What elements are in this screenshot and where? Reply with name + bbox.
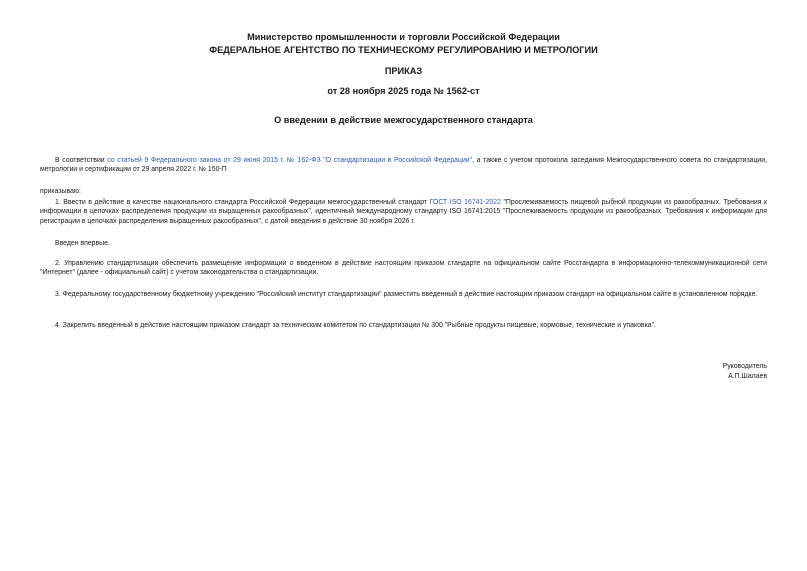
preamble-paragraph	[40, 156, 767, 175]
item-3-paragraph: 3. Федеральному государственному бюджетному учреждению "Российский институт стандартизации" разместить введенный в действие настоящим приказом стандарт на официальном сайте в установленном порядке.	[55, 291, 758, 298]
item-1-text-end: "Прослеживаемость пищевой рыбной продукции из ракообразных. Требования к информации в цепочках распределения продукции из выращенных ракообразных", идентичный международному стандарту ISO 16741:2015 "Прослеживаемость продукции из ракообразных. Требования к информации для регистрации в цепочках распределения выращенных ракообразных", с датой введения в действие 30 ноября 2026 г.	[40, 199, 767, 225]
preamble-text-end: , а также с учетом протокола заседания Межгосударственного совета по стандартизации, метрологии и сертификации от 29 апреля 2022 г. № 150-П	[40, 157, 768, 174]
item-1-paragraph	[40, 198, 767, 226]
signatory-name: А.П.Шалаев	[728, 373, 767, 380]
first-introduced-note: Введен впервые.	[55, 240, 110, 247]
item-2-paragraph: 2. Управлению стандартизации обеспечить размещение информации о введенном в действие настоящим приказом стандарте на официальном сайте Росстандарта в информационно-телекоммуникационной сети "Интернет" (далее - официальный сайт) с учетом законодательства о стандартизации.	[40, 260, 767, 277]
signatory-title: Руководитель	[722, 363, 767, 370]
document-date-number: от 28 ноября 2025 года № 1562-ст	[327, 86, 480, 96]
item-4-paragraph: 4. Закрепить введенный в действие настоящим приказом стандарт за техническим комитетом по стандартизации № 300 "Рыбные продукты пищевые, кормовые, технические и упаковка".	[55, 322, 656, 329]
document-type: ПРИКАЗ	[384, 66, 423, 76]
preamble-text-start: В соответствии	[55, 157, 108, 164]
gost-standard-link[interactable]: ГОСТ ISO 16741-2022	[429, 199, 501, 206]
order-word: приказываю:	[40, 188, 81, 195]
agency-name: ФЕДЕРАЛЬНОЕ АГЕНТСТВО ПО ТЕХНИЧЕСКОМУ РЕГУЛИРОВАНИЮ И МЕТРОЛОГИИ	[209, 45, 598, 55]
federal-law-link[interactable]: со статьей 9 Федерального закона от 29 июня 2015 г. № 162-ФЗ "О стандартизации в Российской Федерации"	[107, 157, 473, 164]
item-1-text-start: 1. Ввести в действие в качестве национального стандарта Российской Федерации межгосударственный стандарт	[55, 199, 430, 206]
document-subject: О введении в действие межгосударственного стандарта	[274, 115, 533, 125]
ministry-name: Министерство промышленности и торговли Российской Федерации	[247, 32, 560, 42]
